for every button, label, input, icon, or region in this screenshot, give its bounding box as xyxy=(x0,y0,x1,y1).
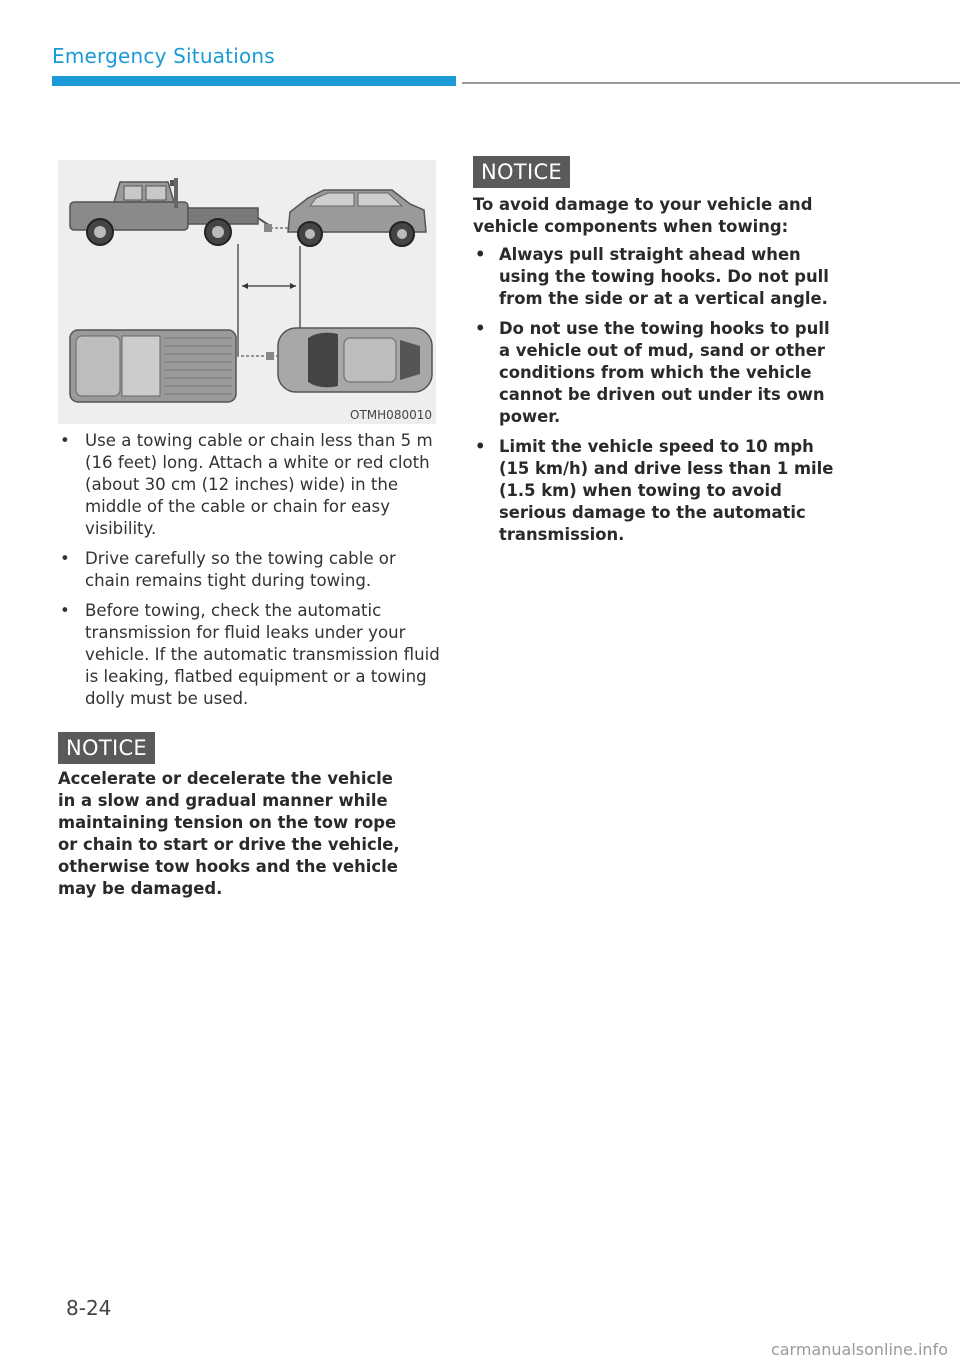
header-accent-bar xyxy=(52,76,456,86)
list-item: • Do not use the towing hooks to pull a vehicle out of mud, sand or other conditions from which the vehicle cannot be driven out under its own power. xyxy=(475,319,830,426)
bullet-icon: • xyxy=(60,549,70,568)
bullet-icon: • xyxy=(475,437,486,456)
chain-cloth-marker xyxy=(264,224,272,232)
bullet-icon: • xyxy=(60,601,70,620)
towing-diagram xyxy=(58,160,436,424)
list-item: • Always pull straight ahead when using the towing hooks. Do not pull from the side or at a vertical angle. xyxy=(475,245,829,308)
list-item: • Before towing, check the automatic transmission for fluid leaks under your vehicle. If the automatic transmission fluid is leaking, flatbed equipment or a towing dolly must be used. xyxy=(60,601,440,708)
suv-side-icon xyxy=(288,190,426,246)
watermark: carmanualsonline.info xyxy=(770,1340,948,1359)
section-title: Emergency Situations xyxy=(52,44,275,68)
list-item: • Use a towing cable or chain less than 5 m (16 feet) long. Attach a white or red cloth (about 30 cm (12 inches) wide) in the middle of the cable or chain for easy visibility. xyxy=(60,431,433,538)
bullet-icon: • xyxy=(475,319,486,338)
page-number: 8-24 xyxy=(66,1296,112,1320)
chain-cloth-marker-top xyxy=(266,352,274,360)
towing-instructions-list xyxy=(58,430,443,718)
list-item: • Drive carefully so the towing cable or chain remains tight during towing. xyxy=(60,549,396,590)
list-item: • Limit the vehicle speed to 10 mph (15 km/h) and drive less than 1 mile (1.5 km) when towing to avoid serious damage to the automatic transmission. xyxy=(475,437,834,544)
bullet-icon: • xyxy=(475,245,486,264)
notice-bullet-list xyxy=(473,244,835,554)
notice-text: Accelerate or decelerate the vehicle in a slow and gradual manner while maintaining tension on the tow rope or chain to start or drive the vehicle, otherwise tow hooks and the vehicle may be damaged. xyxy=(58,769,400,898)
notice-intro: To avoid damage to your vehicle and vehicle components when towing: xyxy=(473,195,813,236)
tow-truck-top-icon xyxy=(70,330,236,402)
distance-arrow xyxy=(242,283,296,289)
tow-truck-side-icon xyxy=(70,178,270,245)
figure-code: OTMH080010 xyxy=(350,408,432,422)
towing-illustration xyxy=(58,160,436,424)
notice-badge: NOTICE xyxy=(473,156,570,188)
suv-top-icon xyxy=(278,328,432,392)
notice-badge: NOTICE xyxy=(58,732,155,764)
bullet-icon: • xyxy=(60,431,70,450)
header-divider xyxy=(462,82,960,84)
